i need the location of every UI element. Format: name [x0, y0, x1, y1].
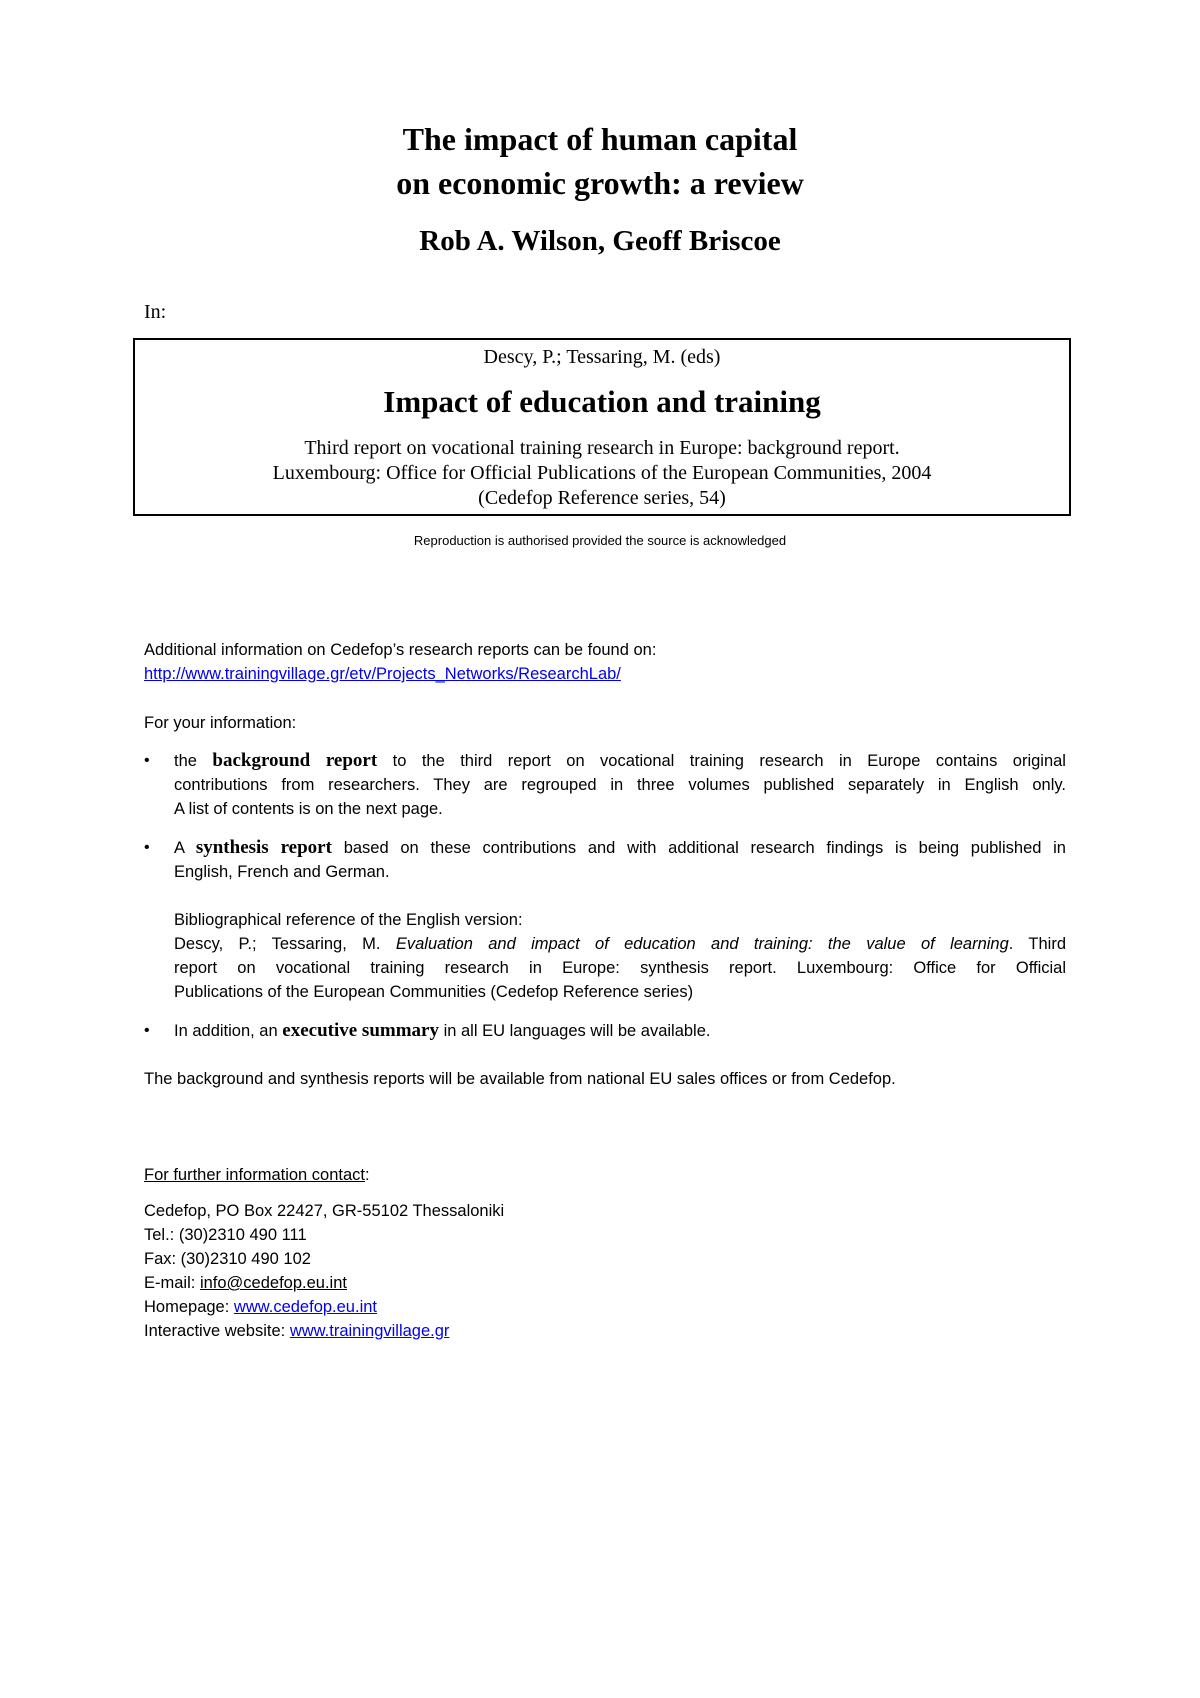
bullet-icon: •: [144, 752, 150, 769]
contact-email-row: E-mail: info@cedefop.eu.int: [144, 1274, 347, 1292]
synthesis-report-title: Evaluation and impact of education and training: the value of learning: [395, 935, 1009, 953]
source-publication-line-2: Luxembourg: Office for Official Publications of the European Communities, 2004: [272, 462, 932, 484]
contact-heading: For further information contact:: [144, 1166, 370, 1184]
bullet-icon: •: [144, 839, 150, 856]
executive-summary-emphasis: executive summary: [282, 1020, 439, 1041]
research-lab-link[interactable]: http://www.trainingvillage.gr/etv/Projects_Networks/ResearchLab/: [144, 665, 621, 683]
bullet-icon: •: [144, 1022, 150, 1039]
source-citation-box: [133, 338, 1071, 516]
homepage-link[interactable]: www.cedefop.eu.int: [233, 1298, 377, 1316]
document-title: [0, 117, 1200, 205]
additional-info-text: Additional information on Cedefop’s research reports can be found on:: [144, 641, 657, 659]
bullet-2-line-1: A synthesis report based on these contributions and with additional research findings is being published in: [174, 837, 1066, 858]
bibliographical-reference-label: Bibliographical reference of the English version:: [174, 911, 523, 929]
bullet-background-report: [144, 749, 1064, 821]
background-report-emphasis: background report: [212, 750, 378, 771]
bullet-synthesis-report: [144, 836, 1066, 1001]
authors: Rob A. Wilson, Geoff Briscoe: [419, 225, 781, 257]
bibliographical-reference-line-2: report on vocational training research in Europe: synthesis report. Luxembourg: Office for Official: [174, 959, 1066, 977]
synthesis-report-emphasis: synthesis report: [195, 837, 332, 858]
contact-fax: Fax: (30)2310 490 102: [144, 1250, 311, 1268]
reproduction-note: Reproduction is authorised provided the source is acknowledged: [413, 533, 787, 548]
title-line-1: The impact of human capital: [402, 121, 798, 157]
for-your-information-label: For your information:: [144, 714, 297, 732]
source-book-title: Impact of education and training: [383, 384, 821, 419]
bullet-1-line-1: the background report to the third report on vocational training research in Europe contains original: [174, 750, 1066, 771]
availability-note: The background and synthesis reports will be available from national EU sales offices or from Cedefop.: [144, 1070, 896, 1088]
email-link[interactable]: info@cedefop.eu.int: [199, 1274, 347, 1292]
bibliographical-reference-line-3: Publications of the European Communities (Cedefop Reference series): [174, 983, 694, 1001]
bullet-1-line-2: contributions from researchers. They are regrouped in three volumes published separately in English only.: [174, 776, 1066, 794]
in-label: In:: [144, 301, 167, 323]
bullet-1-line-3: A list of contents is on the next page.: [174, 800, 443, 818]
contact-address: Cedefop, PO Box 22427, GR-55102 Thessaloniki: [144, 1202, 505, 1220]
contact-website-row: Interactive website: www.trainingvillage.gr: [144, 1322, 450, 1340]
bullet-2-line-2: English, French and German.: [174, 863, 390, 881]
source-editors: Descy, P.; Tessaring, M. (eds): [483, 346, 721, 368]
bibliographical-reference-line-1: Descy, P.; Tessaring, M. Evaluation and impact of education and training: the value of learning. Third: [174, 935, 1066, 953]
source-publication-line-1: Third report on vocational training research in Europe: background report.: [304, 437, 900, 459]
contact-tel: Tel.: (30)2310 490 111: [144, 1226, 307, 1244]
title-line-2: on economic growth: a review: [396, 165, 804, 201]
bullet-executive-summary: • In addition, an executive summary in all EU languages will be available.: [144, 1020, 711, 1041]
interactive-website-link[interactable]: www.trainingvillage.gr: [289, 1322, 450, 1340]
source-publication-line-3: (Cedefop Reference series, 54): [478, 487, 726, 509]
contact-homepage-row: Homepage: www.cedefop.eu.int: [144, 1298, 377, 1316]
